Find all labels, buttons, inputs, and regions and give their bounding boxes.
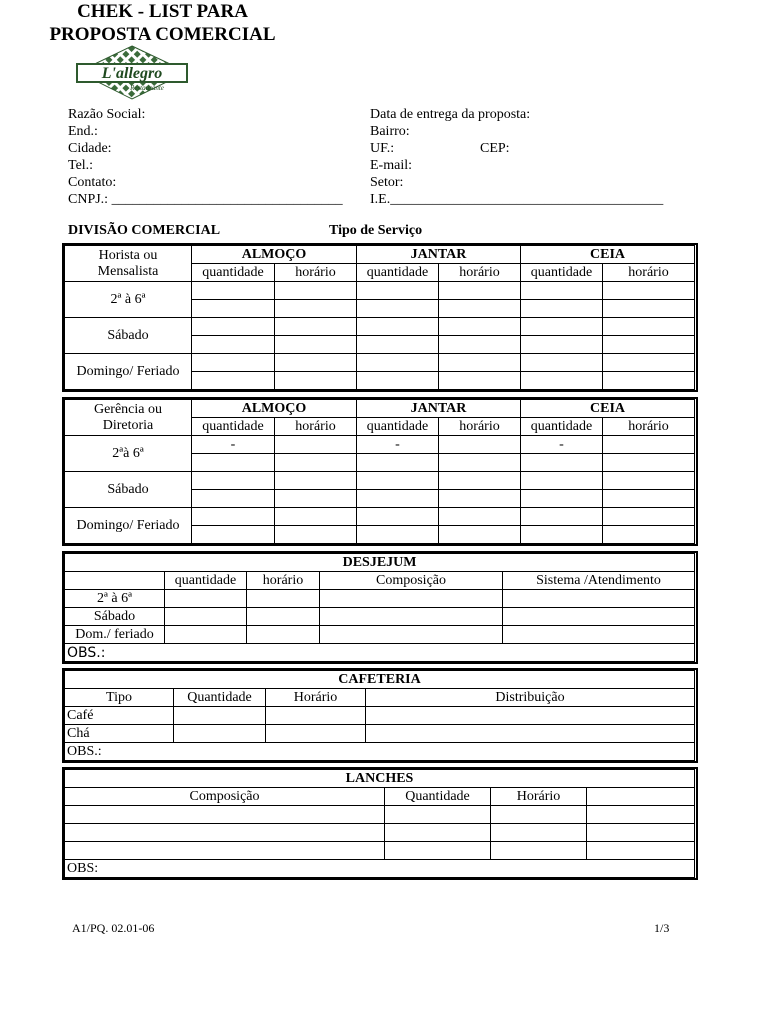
table-desjejum bbox=[64, 553, 695, 662]
lanches-obs: OBS: bbox=[65, 860, 695, 878]
logo-text: L'allegro bbox=[101, 65, 163, 82]
sub-time: horário bbox=[603, 264, 695, 282]
header-ceia: CEIA bbox=[521, 400, 695, 418]
gerencia-type-line1: Gerência ou bbox=[93, 401, 163, 417]
desjejum-obs: OBS.: bbox=[65, 644, 695, 662]
sub-time: horário bbox=[439, 418, 521, 436]
sub-qty: quantidade bbox=[357, 264, 439, 282]
row-label: Dom./ feriado bbox=[65, 626, 165, 644]
lanches-title: LANCHES bbox=[65, 770, 695, 788]
field-bairro: Bairro: bbox=[370, 124, 410, 139]
table-gerencia bbox=[64, 399, 695, 544]
company-logo bbox=[75, 45, 190, 100]
gerencia-type-cell bbox=[65, 400, 192, 436]
field-ie: I.E._______________________________________ bbox=[370, 192, 664, 207]
sub-qty: quantidade bbox=[521, 418, 603, 436]
row-label: Sábado bbox=[65, 318, 192, 354]
field-contato: Contato: bbox=[68, 175, 117, 190]
cafeteria-col: Tipo bbox=[65, 689, 174, 707]
header-ceia: CEIA bbox=[521, 246, 695, 264]
lanches-col: Composição bbox=[65, 788, 385, 806]
desjejum-col: Composição bbox=[320, 572, 503, 590]
row-label: 2ªà 6ª bbox=[65, 436, 192, 472]
dash-mark: - bbox=[521, 436, 603, 454]
title-line-1: CHEK - LIST PARA bbox=[77, 1, 248, 22]
row-label: Sábado bbox=[65, 472, 192, 508]
cafeteria-title: CAFETERIA bbox=[65, 671, 695, 689]
row-label: Sábado bbox=[65, 608, 165, 626]
lanches-col: Quantidade bbox=[385, 788, 491, 806]
sub-qty: quantidade bbox=[357, 418, 439, 436]
field-cidade: Cidade: bbox=[68, 141, 112, 156]
sub-time: horário bbox=[275, 264, 357, 282]
sub-qty: quantidade bbox=[521, 264, 603, 282]
field-cep: CEP: bbox=[480, 141, 510, 156]
table-lanches bbox=[64, 769, 695, 878]
field-setor: Setor: bbox=[370, 175, 404, 190]
dash-mark: - bbox=[192, 436, 275, 454]
sub-time: horário bbox=[275, 418, 357, 436]
title-line-2: PROPOSTA COMERCIAL bbox=[49, 24, 276, 45]
cafeteria-col: Distribuição bbox=[366, 689, 695, 707]
horista-type-line1: Horista ou bbox=[98, 247, 158, 263]
table-horista bbox=[64, 245, 695, 390]
desjejum-col: horário bbox=[247, 572, 320, 590]
sub-qty: quantidade bbox=[192, 264, 275, 282]
sub-time: horário bbox=[439, 264, 521, 282]
cafeteria-col: Horário bbox=[266, 689, 366, 707]
service-type-label: Tipo de Serviço bbox=[329, 223, 423, 238]
lanches-col: Horário bbox=[491, 788, 587, 806]
table-cafeteria bbox=[64, 670, 695, 761]
sub-qty: quantidade bbox=[192, 418, 275, 436]
row-label: 2ª à 6ª bbox=[65, 590, 165, 608]
gerencia-type-line2: Diretoria bbox=[102, 417, 154, 433]
header-almoco: ALMOÇO bbox=[192, 400, 357, 418]
cafeteria-col: Quantidade bbox=[174, 689, 266, 707]
header-jantar: JANTAR bbox=[357, 400, 521, 418]
field-email: E-mail: bbox=[370, 158, 412, 173]
field-telefone: Tel.: bbox=[68, 158, 94, 173]
horista-type-line2: Mensalista bbox=[97, 263, 159, 279]
row-label: Domingo/ Feriado bbox=[65, 354, 192, 390]
field-uf: UF.: bbox=[370, 141, 395, 156]
desjejum-col: Sistema /Atendimento bbox=[503, 572, 695, 590]
row-label: Café bbox=[65, 707, 174, 725]
logo-subtext: Restaurante bbox=[130, 84, 164, 92]
cafeteria-obs: OBS.: bbox=[65, 743, 695, 761]
dash-mark: - bbox=[357, 436, 439, 454]
header-jantar: JANTAR bbox=[357, 246, 521, 264]
page-number: 1/3 bbox=[654, 921, 670, 935]
sub-time: horário bbox=[603, 418, 695, 436]
horista-type-cell bbox=[65, 246, 192, 282]
field-endereco: End.: bbox=[68, 124, 98, 139]
field-razao-social: Razão Social: bbox=[68, 107, 146, 122]
desjejum-col: quantidade bbox=[165, 572, 247, 590]
header-almoco: ALMOÇO bbox=[192, 246, 357, 264]
page-title bbox=[0, 0, 325, 46]
field-data-entrega: Data de entrega da proposta: bbox=[370, 107, 531, 122]
row-label: Chá bbox=[65, 725, 174, 743]
desjejum-title: DESJEJUM bbox=[65, 554, 695, 572]
row-label: Domingo/ Feriado bbox=[65, 508, 192, 544]
field-cnpj: CNPJ.: _________________________________ bbox=[68, 192, 343, 207]
document-code: A1/PQ. 02.01-06 bbox=[72, 921, 155, 935]
row-label: 2ª à 6ª bbox=[65, 282, 192, 318]
division-label: DIVISÃO COMERCIAL bbox=[68, 223, 221, 238]
